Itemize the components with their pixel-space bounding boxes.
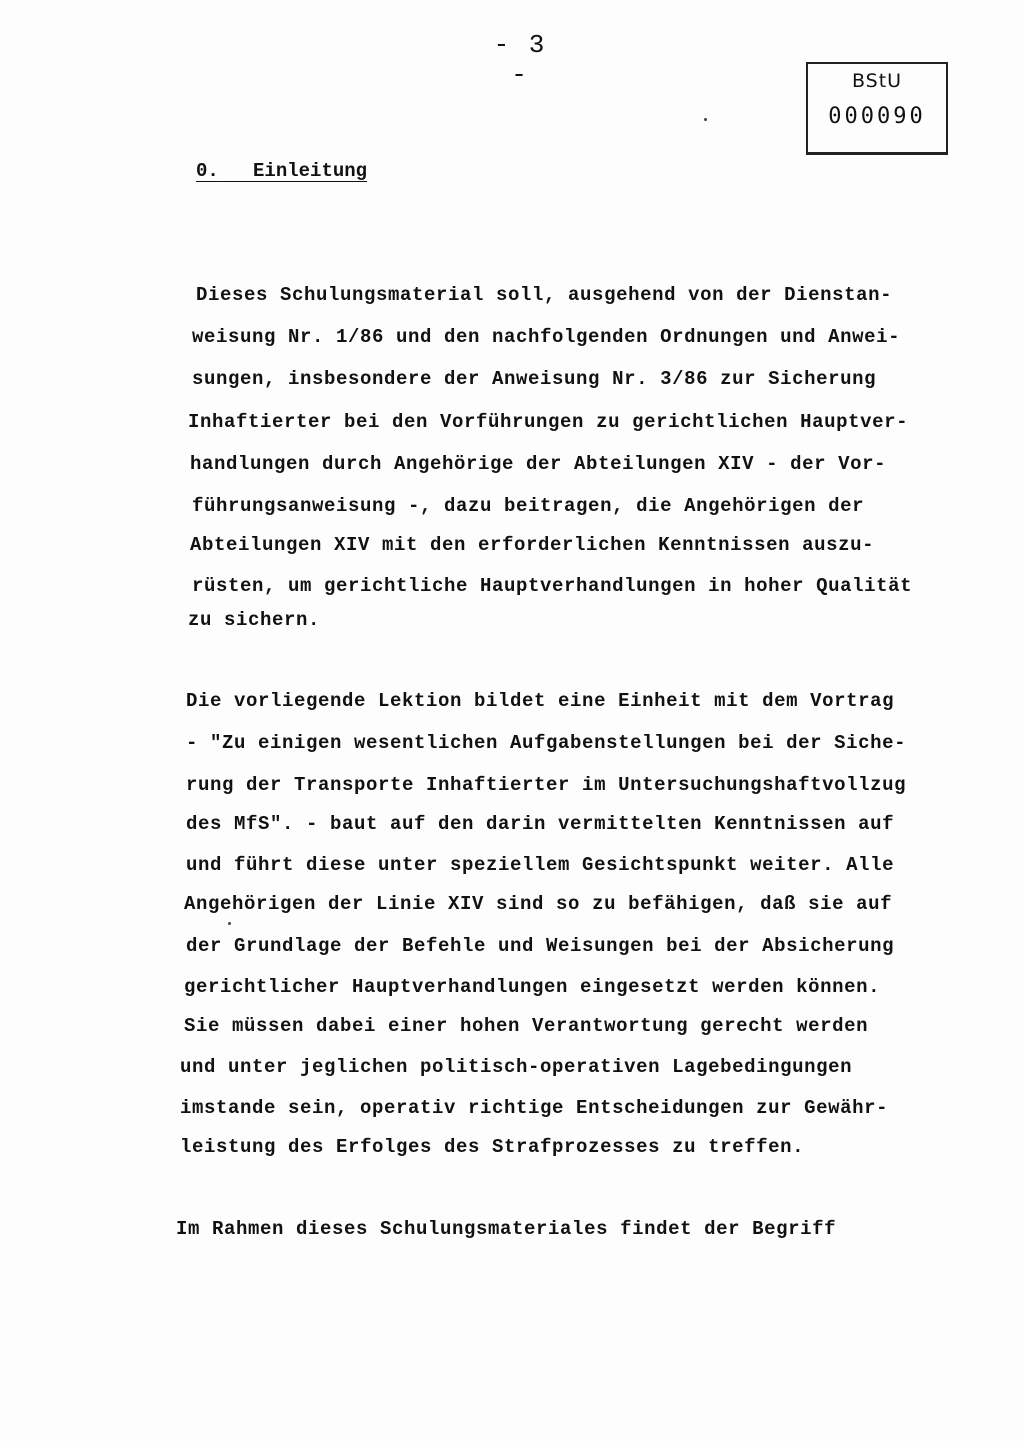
text-line: Die vorliegende Lektion bildet eine Einheit mit dem Vortrag xyxy=(186,690,895,712)
text-line: rüsten, um gerichtliche Hauptverhandlungen in hoher Qualität xyxy=(192,575,913,597)
stamp-number: 000090 xyxy=(828,104,926,129)
text-line: weisung Nr. 1/86 und den nachfolgenden Ordnungen und Anwei- xyxy=(192,326,901,348)
text-line: und führt diese unter speziellem Gesichtspunkt weiter. Alle xyxy=(186,854,895,876)
text-line: Dieses Schulungsmaterial soll, ausgehend von der Dienstan- xyxy=(196,284,893,306)
archive-stamp xyxy=(806,62,948,155)
text-line: des MfS". - baut auf den darin vermittelten Kenntnissen auf xyxy=(186,813,895,835)
text-line: zu sichern. xyxy=(188,609,321,631)
text-line: der Grundlage der Befehle und Weisungen bei der Absicherung xyxy=(186,935,895,957)
text-line: führungsanweisung -, dazu beitragen, die Angehörigen der xyxy=(192,495,865,517)
text-line: Angehörigen der Linie XIV sind so zu befähigen, daß sie auf xyxy=(184,893,893,915)
text-line: imstande sein, operativ richtige Entscheidungen zur Gewähr- xyxy=(180,1097,889,1119)
text-line: handlungen durch Angehörige der Abteilungen XIV - der Vor- xyxy=(190,453,887,475)
section-heading xyxy=(196,160,367,182)
scan-speck xyxy=(704,118,707,121)
text-line: - "Zu einigen wesentlichen Aufgabenstellungen bei der Siche- xyxy=(186,732,907,754)
section-number: 0. xyxy=(196,160,219,182)
text-line: Sie müssen dabei einer hohen Verantwortung gerecht werden xyxy=(184,1015,869,1037)
section-title: Einleitung xyxy=(253,160,368,182)
scan-speck xyxy=(228,922,231,925)
text-line: Im Rahmen dieses Schulungsmateriales findet der Begriff xyxy=(176,1218,837,1240)
text-line: rung der Transporte Inhaftierter im Untersuchungshaftvollzug xyxy=(186,774,907,796)
text-line: gerichtlicher Hauptverhandlungen eingesetzt werden können. xyxy=(184,976,881,998)
text-line: Abteilungen XIV mit den erforderlichen Kenntnissen auszu- xyxy=(190,534,875,556)
text-line: leistung des Erfolges des Strafprozesses zu treffen. xyxy=(180,1136,805,1158)
stamp-agency: BStU xyxy=(851,70,903,92)
text-line: Inhaftierter bei den Vorführungen zu gerichtlichen Hauptver- xyxy=(188,411,909,433)
text-line: und unter jeglichen politisch-operativen Lagebedingungen xyxy=(180,1056,853,1078)
page-number: - 3 - xyxy=(493,30,547,90)
text-line: sungen, insbesondere der Anweisung Nr. 3/86 zur Sicherung xyxy=(192,368,877,390)
